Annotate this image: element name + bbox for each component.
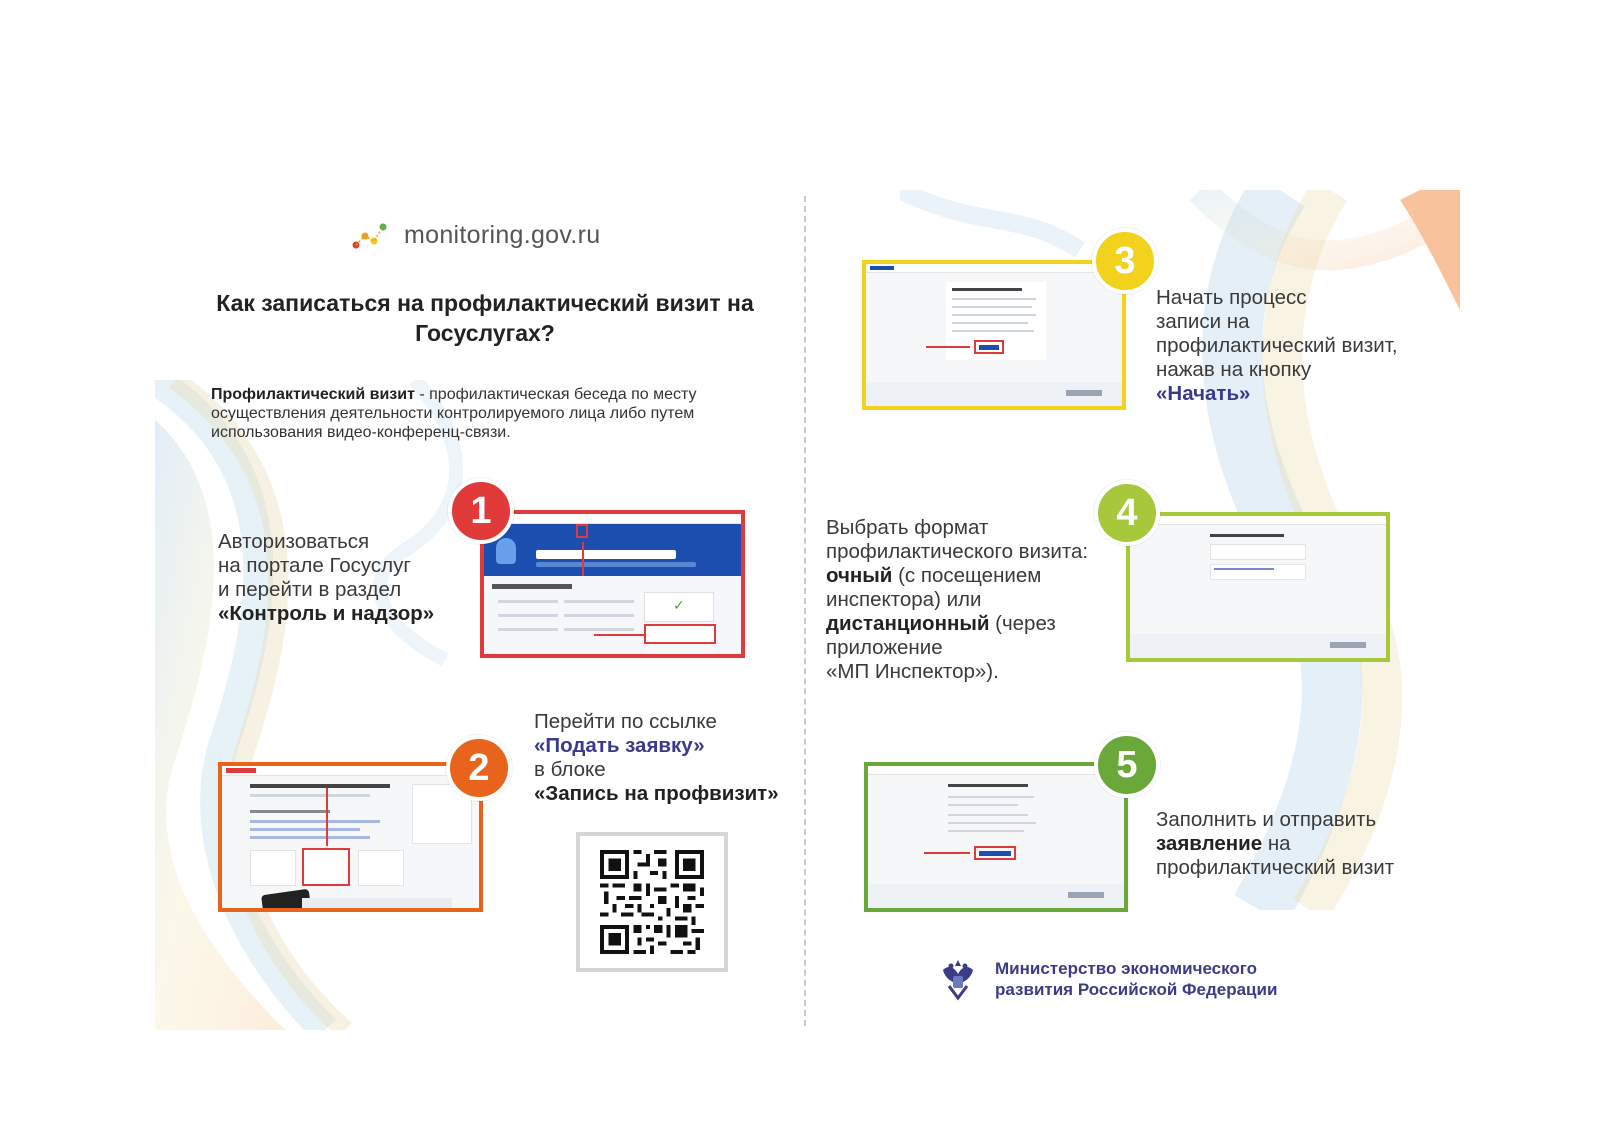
- step-5-badge: 5: [1094, 732, 1160, 798]
- step-2-text: [534, 710, 779, 806]
- step-3-text: [1156, 286, 1398, 406]
- step-2-badge: 2: [446, 735, 512, 801]
- step-4-screenshot: [1126, 512, 1390, 662]
- step-3-line: нажав на кнопку: [1156, 358, 1312, 381]
- step-1-line: Авторизоваться: [218, 530, 370, 553]
- coat-of-arms-icon: [935, 956, 981, 1002]
- definition-paragraph: [211, 385, 791, 442]
- chart-dots-icon: [352, 220, 390, 250]
- step-4-line: Выбрать формат: [826, 516, 989, 539]
- step-4-line: профилактического визита:: [826, 540, 1089, 563]
- step-5-text: [1156, 808, 1394, 880]
- step-4-line: (с посещением: [892, 564, 1042, 587]
- monitoring-logo: [352, 220, 600, 250]
- step-4-badge: 4: [1094, 480, 1160, 546]
- step-4-line: «МП Инспектор»).: [826, 660, 999, 683]
- step-4-bold-remote: дистанционный: [826, 612, 990, 635]
- step-1-badge: 1: [448, 478, 514, 544]
- step-3-line: Начать процесс: [1156, 286, 1307, 309]
- step-1-text: [218, 530, 434, 626]
- ministry-logo: [935, 956, 1277, 1002]
- left-wave-decoration: [155, 380, 625, 1030]
- step-5-line: Заполнить и отправить: [1156, 808, 1377, 831]
- step-1-line: на портале Госуслуг: [218, 554, 411, 577]
- ministry-name-line: развития Российской Федерации: [995, 980, 1278, 999]
- step-1-bold: «Контроль и надзор»: [218, 602, 435, 625]
- logo-text: monitoring.gov.ru: [404, 220, 601, 249]
- step-4-text: [826, 516, 1088, 684]
- step-4-line: (через: [989, 612, 1056, 635]
- start-button-label[interactable]: «Начать»: [1156, 382, 1251, 405]
- qr-code-icon: [600, 850, 704, 954]
- step-3-screenshot: [862, 260, 1126, 410]
- ministry-name-line: Министерство экономического: [995, 959, 1258, 978]
- step-2-line: Перейти по ссылке: [534, 710, 717, 733]
- step-5-line: на: [1262, 832, 1291, 855]
- step-5-bold: заявление: [1156, 832, 1263, 855]
- qr-code[interactable]: [576, 832, 728, 972]
- step-5-line: профилактический визит: [1156, 856, 1395, 879]
- step-1-screenshot: ✓: [480, 510, 745, 658]
- step-4-line: приложение: [826, 636, 943, 659]
- step-4-line: инспектора) или: [826, 588, 982, 611]
- step-5-screenshot: [864, 762, 1128, 912]
- step-3-badge: 3: [1092, 228, 1158, 294]
- definition-term: Профилактический визит: [211, 386, 415, 403]
- center-divider: [804, 196, 806, 1026]
- definition-text: - профилактическая беседа по месту осуществления деятельности контролируемого лица либо путем использования видео-конференц-связи.: [211, 386, 697, 441]
- step-2-screenshot: [218, 762, 483, 912]
- step-2-line: в блоке: [534, 758, 606, 781]
- page-title: Как записаться на профилактический визит на Госуслугах?: [216, 290, 754, 346]
- step-3-line: профилактический визит,: [1156, 334, 1398, 357]
- step-1-line: и перейти в раздел: [218, 578, 402, 601]
- step-3-line: записи на: [1156, 310, 1250, 333]
- step-2-bold: «Запись на профвизит»: [534, 782, 779, 805]
- step-4-bold-inperson: очный: [826, 564, 893, 587]
- submit-request-link[interactable]: «Подать заявку»: [534, 734, 705, 757]
